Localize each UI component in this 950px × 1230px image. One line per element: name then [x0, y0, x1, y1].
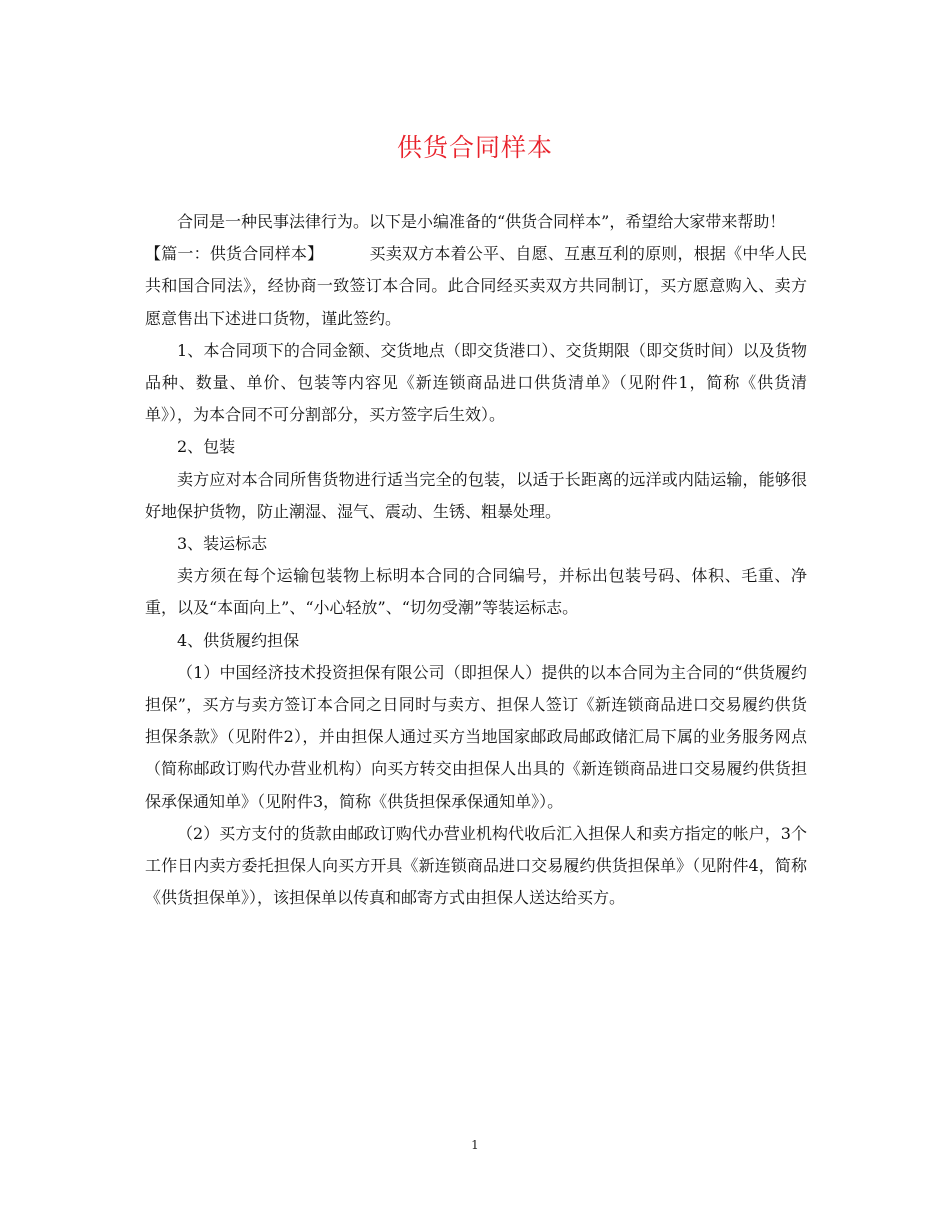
section-heading: 【篇一：供货合同样本】: [145, 244, 324, 264]
paragraph-clause-4-1: （1）中国经济技术投资担保有限公司（即担保人）提供的以本合同为主合同的“供货履约担保”，买方与卖方签订本合同之日同时与卖方、担保人签订《新连锁商品进口交易履约供货担保条款》（见附件2），并由担保人通过买方当地国家邮政局邮政储汇局下属的业务服务网点（简称邮政订购代办营业机构）向买方转交由担保人出具的《新连锁商品进口交易履约供货担保承保通知单》（见附件3，简称《供货担保承保通知单》）。: [145, 662, 807, 811]
document-body: [145, 206, 807, 914]
heading-clause-2: 2、包装: [177, 437, 236, 457]
paragraph-section-one: [145, 238, 807, 335]
page-number: 1: [471, 1138, 479, 1152]
section-intro-text: 买卖双方本着公平、自愿、互惠互利的原则，根据《中华人民共和国合同法》，经协商一致签订本合同。此合同经买卖双方共同制订，买方愿意购入、卖方愿意售出下述进口货物，谨此签约。: [145, 244, 807, 328]
heading-clause-3: 3、装运标志: [177, 534, 268, 554]
paragraph-clause-2: 卖方应对本合同所售货物进行适当完全的包装，以适于长距离的远洋或内陆运输，能够很好地保护货物，防止潮湿、湿气、震动、生锈、粗暴处理。: [145, 469, 807, 521]
document-title: 供货合同样本: [396, 133, 553, 162]
heading-clause-4: 4、供货履约担保: [177, 630, 300, 650]
paragraph-clause-3: 卖方须在每个运输包装物上标明本合同的合同编号，并标出包装号码、体积、毛重、净重，以及“本面向上”、“小心轻放”、“切勿受潮”等装运标志。: [145, 566, 807, 618]
paragraph-intro: 合同是一种民事法律行为。以下是小编准备的“供货合同样本”，希望给大家带来帮助！: [177, 212, 786, 231]
paragraph-clause-4-2: （2）买方支付的货款由邮政订购代办营业机构代收后汇入担保人和卖方指定的帐户，3个工作日内卖方委托担保人向买方开具《新连锁商品进口交易履约供货担保单》（见附件4，简称《供货担保单》），该担保单以传真和邮寄方式由担保人送达给买方。: [145, 823, 807, 908]
paragraph-clause-1: 1、本合同项下的合同金额、交货地点（即交货港口）、交货期限（即交货时间）以及货物品种、数量、单价、包装等内容见《新连锁商品进口供货清单》（见附件1，简称《供货清单》），为本合同不可分割部分，买方签字后生效）。: [145, 340, 807, 425]
